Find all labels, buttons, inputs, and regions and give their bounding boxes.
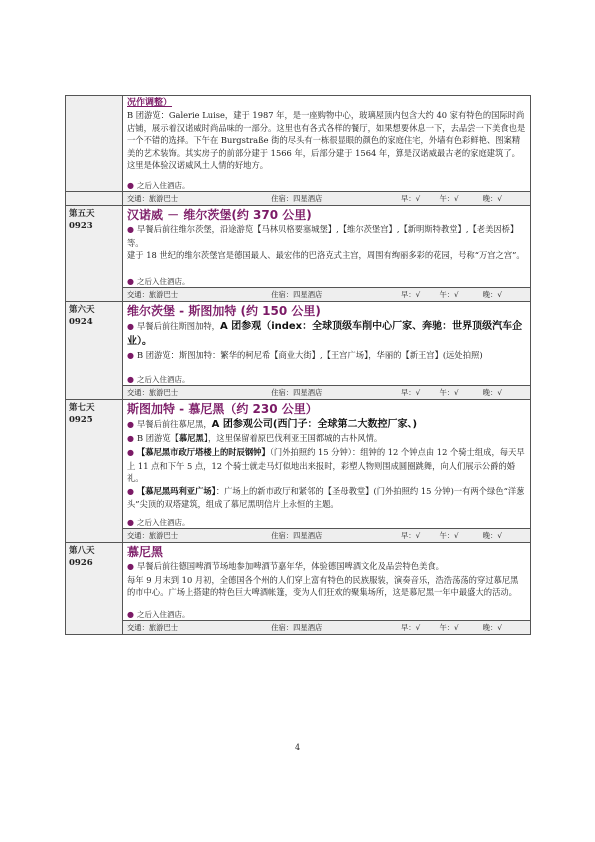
day-cell-empty xyxy=(66,96,123,192)
bullet-icon: ● xyxy=(127,486,134,496)
day-title: 汉诺威 － 维尔茨堡(约 370 公里) xyxy=(127,207,312,222)
paragraph: 每年 9 月末到 10 月初，全德国各个州的人们穿上富有特色的民族服装，演奏音乐，浩浩荡荡的穿过慕尼黑的市中心。广场上搭建的特色巨大啤酒帐篷，变为人们狂欢的聚集场所，这是慕尼黑一年中最盛大的活动。 xyxy=(127,574,519,598)
hotel-label: 住宿：四星酒店 xyxy=(271,193,323,203)
bullet-icon: ● xyxy=(127,561,134,571)
paragraph: ● 早餐后前往维尔茨堡，沿途游览【马林贝格要塞城堡】,【维尔茨堡宫】,【新明斯特教堂】,【老美因桥】等。 xyxy=(127,223,519,248)
dinner-label: 晚：√ xyxy=(482,193,502,203)
day-cell: 第八天 0926 xyxy=(66,542,123,634)
day-content xyxy=(123,542,531,620)
end-note: ● 之后入住酒店。 xyxy=(127,180,190,190)
bullet-icon: ● xyxy=(127,434,134,444)
end-note: ● 之后入住酒店。 xyxy=(127,517,190,527)
bullet-icon: ● xyxy=(127,350,134,360)
end-note: ● 之后入住酒店。 xyxy=(127,276,190,286)
lunch-label: 午：√ xyxy=(439,193,459,203)
bullet-icon: ● xyxy=(127,375,134,385)
info-row: 交通：旅游巴士 住宿：四星酒店 早：√ 午：√ 晚：√ xyxy=(66,528,531,542)
day-content xyxy=(123,96,531,192)
end-note: ● 之后入住酒店。 xyxy=(127,609,190,619)
bullet-icon: ● xyxy=(127,276,134,286)
day-title: 维尔茨堡 - 斯图加特 (约 150 公里) xyxy=(127,303,321,318)
bullet-icon: ● xyxy=(127,420,134,430)
day-row xyxy=(66,301,531,386)
paragraph: B 团游览：Galerie Luise，建于 1987 年，是一座购物中心，玻璃屋顶内包含大约 40 家有特色的国际时尚店铺，展示着汉诺威时尚品味的一部分。这里也有各式各样的餐厅，如果想要休息一下，去品尝一下美食也是一个不错的选择。下午在 Burgstraße 街的尽头有一栋很显眼的颜色的家庭住宅，外墙有色彩鲜艳、图案精美的艺术装饰。其实房子的前部分建于 1566 年，后部分建于 1564 年，算是汉诺威最古老的家庭建筑了。这里是体验汉诺威风土人情的好地方。 xyxy=(127,110,526,171)
info-row: 交通：旅游巴士 住宿：四星酒店 早：√ 午：√ 晚：√ xyxy=(66,386,531,400)
day-title: 斯图加特 - 慕尼黑（约 230 公里） xyxy=(127,402,318,417)
info-row: 交通：旅游巴士 住宿：四星酒店 早：√ 午：√ 晚：√ xyxy=(66,620,531,634)
day-content xyxy=(123,400,531,529)
info-row: 交通：旅游巴士 住宿：四星酒店 早：√ 午：√ 晚：√ xyxy=(66,287,531,301)
day-cell: 第六天 0924 xyxy=(66,301,123,400)
day-content xyxy=(123,301,531,386)
bullet-icon: ● xyxy=(127,321,134,331)
day-row xyxy=(66,400,531,529)
page-number: 4 xyxy=(294,743,301,752)
day-row xyxy=(66,542,531,620)
breakfast-label: 早：√ xyxy=(401,193,421,203)
day-title: 慕尼黑 xyxy=(127,544,164,559)
paragraph: ● 早餐后前往斯图加特，A 团参观（index：全球顶级车削中心厂家、奔驰：世界顶级汽车企业）。 xyxy=(127,320,523,347)
bullet-icon: ● xyxy=(127,447,134,457)
bullet-icon: ● xyxy=(127,180,134,190)
section-heading: 况作调整） xyxy=(127,98,173,108)
day-cell: 第五天 0923 xyxy=(66,205,123,301)
itinerary-table xyxy=(65,95,531,635)
bullet-icon: ● xyxy=(127,517,134,527)
day-row-continued xyxy=(66,96,531,192)
bullet-icon: ● xyxy=(127,609,134,619)
end-note: ● 之后入住酒店。 xyxy=(127,375,190,385)
day-row xyxy=(66,205,531,287)
paragraph: ● 早餐后前往慕尼黑，A 团参观公司(西门子：全球第二大数控厂家、) xyxy=(127,419,418,431)
paragraph: ● 【慕尼黑市政厅塔楼上的时辰钢钟】（门外拍照约 15 分钟）：组钟的 12 个钟点由 12 个骑士组成，每天早上 11 点和下午 5 点，12 个骑士就走马灯似地出来报时，彩塑人物则围成圆圈跳舞，向人们展示公爵的婚礼。 xyxy=(127,446,525,484)
bullet-icon: ● xyxy=(127,224,134,234)
paragraph: 建于 18 世纪的维尔茨堡宫是德国最人、最宏伟的巴洛克式主宫，周围有绚丽多彩的花园，号称“万宫之宫”。 xyxy=(127,250,525,261)
paragraph: ● B 团游览：斯图加特：繁华的柯尼希【商业大街】,【王宫广场】，华丽的【新王宫】(远处拍照) xyxy=(127,349,483,360)
transport-label: 交通：旅游巴士 xyxy=(127,193,179,203)
info-row xyxy=(66,191,531,205)
paragraph: ● 早餐后前往德国啤酒节场地参加啤酒节嘉年华，体验德国啤酒文化及品尝特色美食。 xyxy=(127,560,444,571)
paragraph: ● 【慕尼黑玛利亚广场】：广场上的新市政厅和紧邻的【圣母教堂】(门外拍照约 15 分钟)一有两个绿色“洋葱头”尖顶的双塔建筑，组成了慕尼黑明信片上永恒的主题。 xyxy=(127,485,525,510)
day-cell: 第七天 0925 xyxy=(66,400,123,543)
paragraph: ● B 团游览【慕尼黑】，这里保留着原巴伐利亚王国都城的古朴风情。 xyxy=(127,433,383,444)
day-content xyxy=(123,205,531,287)
